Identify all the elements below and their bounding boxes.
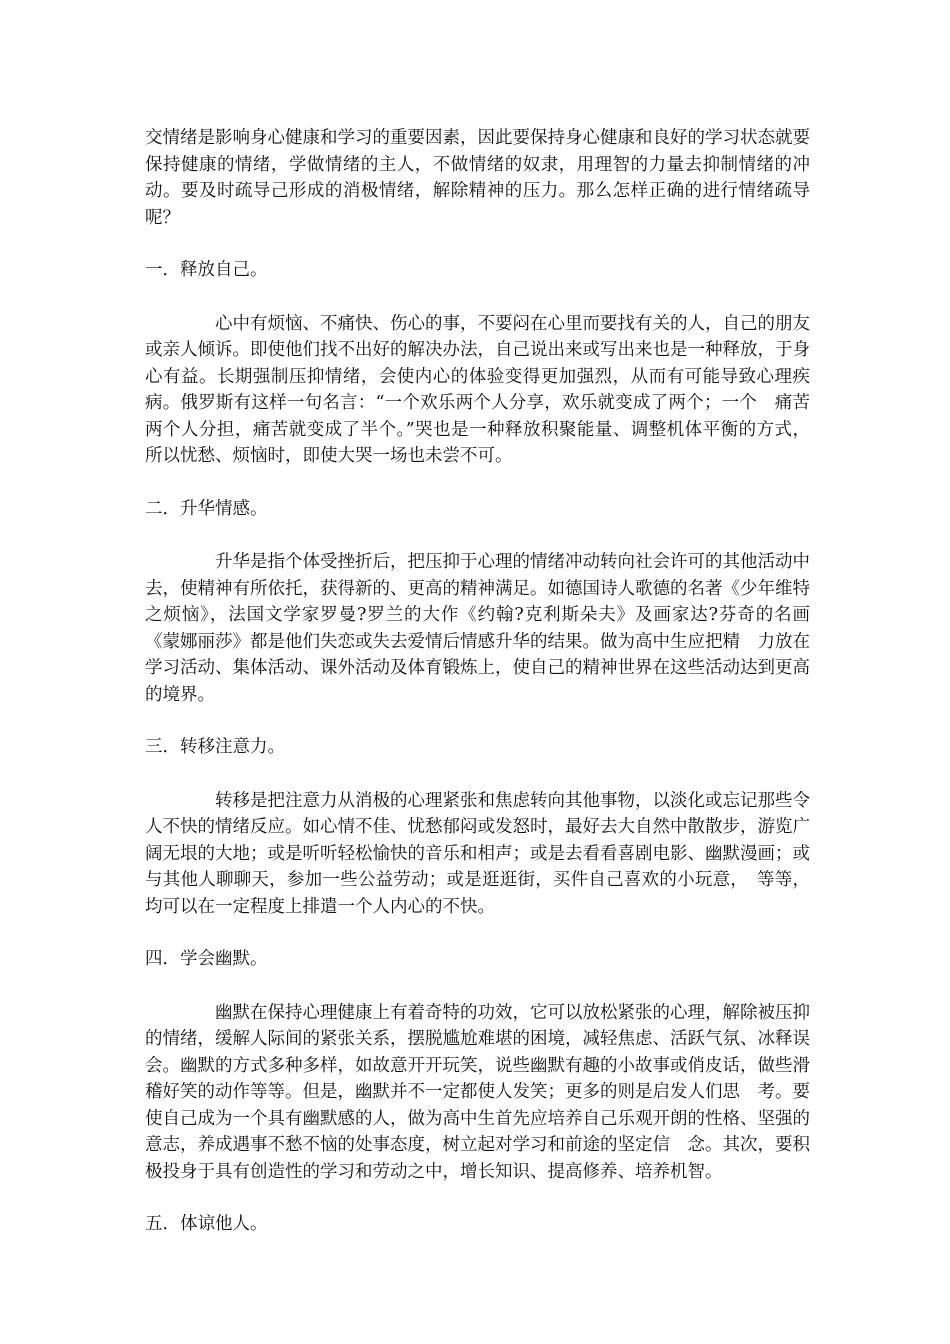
section-heading-2: 二．升华情感。	[145, 498, 268, 519]
document-body	[145, 125, 828, 1265]
section-heading-4: 四．学会幽默。	[145, 949, 268, 969]
section-body-3: 转移是把注意力从消极的心理紧张和焦虑转向其他事物，以淡化或忘记那些令人不快的情绪反应。如心情不佳、忧愁郁闷或发怒时，最好去大自然中散散步，游览广 阔无垠的大地；或是听听轻松愉快的音乐和相声；或是去看看喜剧电影、幽默漫画；或与其他人聊聊天，参加一些公益劳动；或是逛逛街，买件自己喜欢的小玩意， 等等，均可以在一定程度上排遣一个人内心的不快。	[145, 790, 828, 917]
intro-paragraph: 交情绪是影响身心健康和学习的重要因素，因此要保持身心健康和良好的学习状态就要保持健康的情绪，学做情绪的主人，不做情绪的奴隶，用理智的力量去抑制情绪的冲动。要及时疏导己形成的消极情绪，解除精神的压力。那么怎样正确的进行情绪疏导呢？	[145, 128, 810, 228]
section-heading-1: 一．释放自己。	[145, 260, 268, 280]
section-heading-5: 五．体谅他人。	[145, 1214, 268, 1234]
section-body-1: 心中有烦恼、不痛快、伤心的事，不要闷在心里而要找有关的人，自己的朋友或亲人倾诉。即使他们找不出好的解决办法，自己说出来或写出来也是一种释放，于身 心有益。长期强制压抑情绪，会使内心的体验变得更加强烈，从而有可能导致心理疾病。俄罗斯有这样一句名言：“一个欢乐两个人分享，欢乐就变成了两个；一个 痛苦两个人分担，痛苦就变成了半个。”哭也是一种释放积聚能量、调整机体平衡的方式，所以忧愁、烦恼时，即使大哭一场也未尝不可。	[145, 313, 828, 466]
section-heading-3: 三．转移注意力。	[145, 737, 285, 757]
section-body-2: 升华是指个体受挫折后，把压抑于心理的情绪冲动转向社会许可的其他活动中去，使精神有所依托，获得新的、更高的精神满足。如德国诗人歌德的名著《少年维特 之烦恼》，法国文学家罗曼?罗兰的大作《约翰?克利斯朵夫》及画家达?芬奇的名画《蒙娜丽莎》都是他们失恋或失去爱情后情感升华的结果。做为高中生应把精 力放在学习活动、集体活动、课外活动及体育锻炼上，使自己的精神世界在这些活动达到更高的境界。	[145, 552, 828, 705]
section-body-4: 幽默在保持心理健康上有着奇特的功效，它可以放松紧张的心理，解除被压抑的情绪，缓解人际间的紧张关系，摆脱尴尬难堪的困境，减轻焦虑、活跃气氛、冰释误 会。幽默的方式多种多样，如故意开开玩笑，说些幽默有趣的小故事或俏皮话，做些滑稽好笑的动作等等。但是，幽默并不一定都使人发笑；更多的则是启发人们思 考。要使自己成为一个具有幽默感的人，做为高中生首先应培养自己乐观开朗的性格、坚强的意志，养成遇事不愁不恼的处事态度，树立起对学习和前途的坚定信 念。其次，要积极投身于具有创造性的学习和劳动之中，增长知识、提高修养、培养机智。	[145, 1002, 828, 1182]
